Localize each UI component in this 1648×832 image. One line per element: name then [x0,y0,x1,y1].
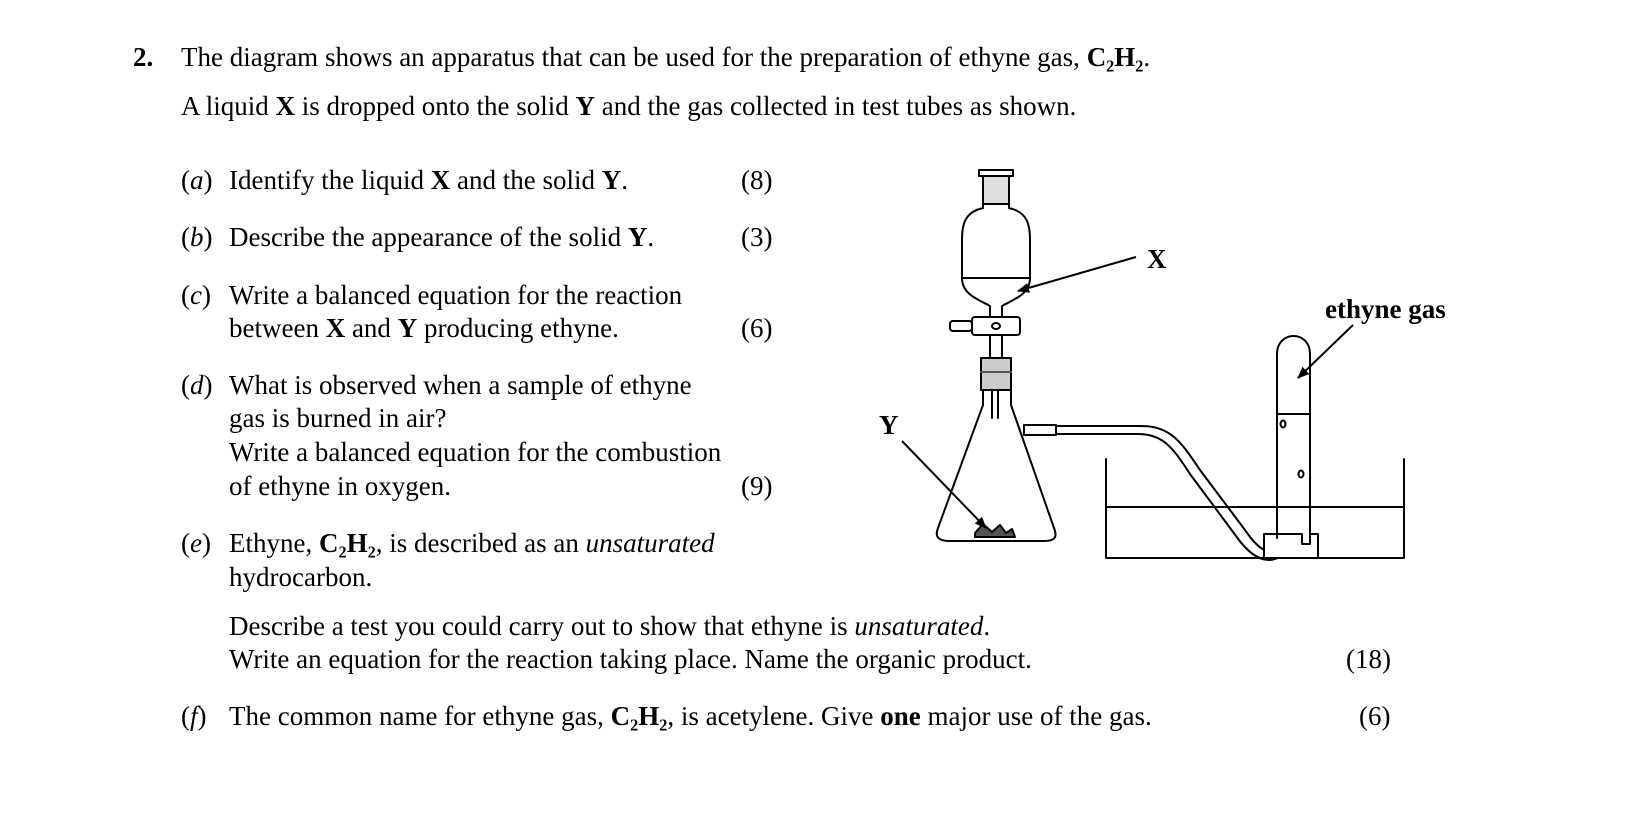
ethyne-formula: C₂H₂ [318,528,376,558]
part-d-line-4: of ethyne in oxygen. [229,471,451,501]
part-f-label: (f) [181,701,207,731]
intro-text: The diagram shows an apparatus that can be used for the preparation of ethyne gas, [181,42,1087,72]
text: . [983,611,991,641]
part-b-marks: (3) [741,222,773,252]
intro-text: A liquid [181,91,276,121]
liquid-x: X [430,165,451,195]
part-a-marks: (8) [741,165,773,195]
part-a-label: (a) [181,165,213,195]
gas-bubble [1299,471,1304,478]
arrow-gas [1298,325,1353,378]
emphasis-one: one [880,701,921,731]
part-e-line-2: hydrocarbon. [229,562,373,592]
test-tube [1277,336,1310,538]
label-ethyne-gas: ethyne gas [1325,294,1446,324]
part-e-line-4: Write an equation for the reaction taking place. Name the organic product. [229,644,1032,674]
text: major use of the gas. [920,701,1152,731]
part-d-line-2: gas is burned in air? [229,403,447,433]
delivery-tube-connector [1024,425,1056,435]
solid-y: Y [627,222,648,252]
label-x: X [1147,244,1167,274]
text: , is acetylene. Give [667,701,881,731]
part-f-marks: (6) [1359,701,1391,731]
part-e-line-3 [229,609,990,643]
dropping-funnel [962,204,1030,318]
liquid-x: X [325,313,346,343]
text: . [621,165,628,195]
text: Ethyne, [229,528,319,558]
beehive-shelf [1264,534,1318,558]
part-c-label: (c) [181,280,211,310]
text: and the solid [450,165,602,195]
funnel-stem [990,335,1002,358]
unsaturated-term: unsaturated [585,528,715,558]
ethyne-formula: C₂H₂ [610,701,668,731]
part-b-text [229,220,654,254]
part-d-label: (d) [181,370,213,400]
text: Describe a test you could carry out to show that ethyne is [229,611,855,641]
part-c-marks: (6) [741,313,773,343]
part-b-label: (b) [181,222,213,252]
part-a-text [229,163,628,197]
conical-flask [937,390,1056,541]
ethyne-formula: C₂H₂ [1086,42,1144,72]
part-d-line-3: Write a balanced equation for the combustion [229,437,722,467]
part-c-line-2 [229,311,619,345]
text: , is described as an [375,528,586,558]
intro-text: and the gas collected in test tubes as shown. [595,91,1077,121]
solid-y: Y [397,313,418,343]
text: The common name for ethyne gas, [229,701,611,731]
part-e-label: (e) [181,528,211,558]
label-y: Y [879,410,899,440]
funnel-tap [950,317,1020,335]
water-trough [1106,459,1404,558]
part-e-line-1 [229,526,715,560]
part-f-text [229,699,1152,733]
text: Describe the appearance of the solid [229,222,628,252]
arrow-y [902,441,986,528]
text: and [345,313,398,343]
solid-y-lumps [975,524,1015,537]
flask-stopper [981,358,1011,390]
part-d-marks: (9) [741,471,773,501]
text: between [229,313,326,343]
liquid-x: X [275,91,296,121]
text: producing ethyne. [417,313,619,343]
intro-line-1 [181,40,1150,74]
intro-line-2 [181,89,1076,123]
solid-y: Y [601,165,622,195]
intro-end: . [1143,42,1151,72]
arrow-x [1018,257,1136,291]
text: Identify the liquid [229,165,431,195]
funnel-stopper [979,170,1013,204]
intro-text: is dropped onto the solid [295,91,576,121]
text: . [647,222,655,252]
unsaturated-term: unsaturated [854,611,984,641]
part-c-line-1: Write a balanced equation for the reaction [229,280,683,310]
solid-y: Y [575,91,595,121]
part-e-marks: (18) [1346,644,1391,674]
part-d-line-1: What is observed when a sample of ethyne [229,370,692,400]
gas-bubble [1281,421,1286,428]
question-number: 2. [133,42,154,72]
delivery-tube [1056,426,1292,560]
